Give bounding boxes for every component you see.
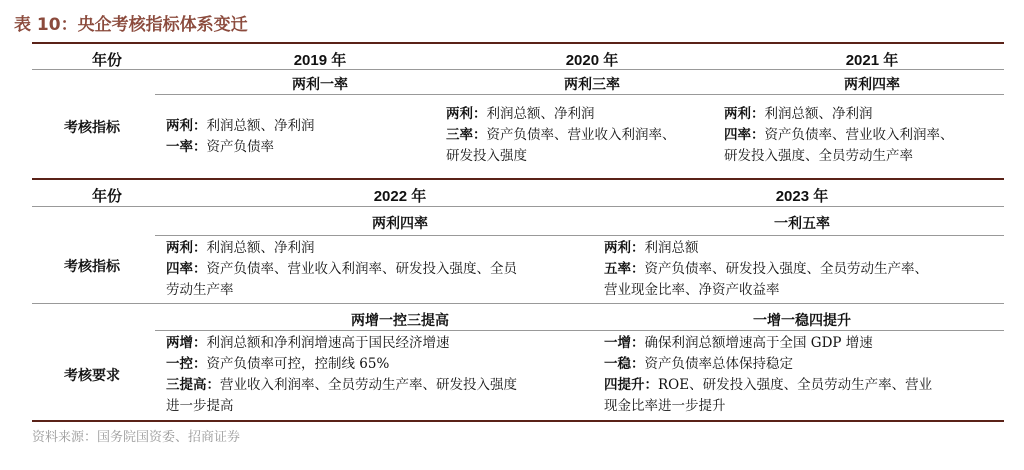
year-2020: 2020 年	[565, 52, 619, 69]
cell-line: 研发投入强度	[446, 148, 527, 164]
year-header-label-2: 年份	[91, 188, 122, 205]
middle-rule	[32, 178, 1004, 180]
cell-line: 一稳：资产负债率总体保持稳定	[604, 356, 793, 372]
cell-2022-requirements	[166, 333, 517, 417]
year-header-label: 年份	[91, 52, 122, 69]
cell-line: 两利：利润总额、净利润	[166, 240, 315, 256]
subtitle-2023-requirements: 一增一稳四提升	[753, 313, 851, 329]
cell-line: 两增：利润总额和净利润增速高于国民经济增速	[166, 335, 450, 351]
subtitle-2020: 两利三率	[564, 77, 620, 93]
subtitle-rule-3	[155, 330, 1004, 331]
cell-line: 四提升：ROE、研发投入强度、全员劳动生产率、营业	[604, 377, 933, 393]
cell-2020-indicators	[446, 104, 676, 167]
cell-2022-indicators	[166, 238, 517, 301]
year-2023: 2023 年	[775, 188, 829, 205]
cell-line: 两利：利润总额、净利润	[166, 118, 315, 134]
cell-line: 营业现金比率、净资产收益率	[604, 282, 780, 298]
year-2019: 2019 年	[293, 52, 347, 69]
cell-line: 五率：资产负债率、研发投入强度、全员劳动生产率、	[604, 261, 928, 277]
year-2021: 2021 年	[845, 52, 899, 69]
cell-2021-indicators	[724, 104, 954, 167]
cell-line: 三率：资产负债率、营业收入利润率、	[446, 127, 676, 143]
cell-line: 一率：资产负债率	[166, 139, 274, 155]
cell-line: 四率：资产负债率、营业收入利润率、	[724, 127, 954, 143]
row-label-requirements: 考核要求	[64, 368, 120, 384]
cell-line: 一控：资产负债率可控，控制线 65%	[166, 356, 390, 372]
section-rule	[32, 303, 1004, 304]
cell-line: 研发投入强度、全员劳动生产率	[724, 148, 913, 164]
cell-line: 一增：确保利润总额增速高于全国 GDP 增速	[604, 335, 873, 351]
table-title: 表 10：央企考核指标体系变迁	[14, 15, 248, 35]
top-rule	[32, 42, 1004, 44]
row-label-indicators-2: 考核指标	[64, 259, 120, 275]
cell-2023-indicators	[604, 238, 928, 301]
subtitle-2022-requirements: 两增一控三提高	[351, 313, 449, 329]
source-note: 资料来源：国务院国资委、招商证券	[32, 430, 241, 445]
cell-line: 两利：利润总额	[604, 240, 699, 256]
cell-line: 劳动生产率	[166, 282, 234, 298]
cell-line: 进一步提高	[166, 398, 234, 414]
cell-line: 三提高：营业收入利润率、全员劳动生产率、研发投入强度	[166, 377, 517, 393]
subtitle-2022: 两利四率	[372, 216, 428, 232]
bottom-rule	[32, 420, 1004, 422]
row-label-indicators-1: 考核指标	[64, 120, 120, 136]
cell-2023-requirements	[604, 333, 932, 417]
cell-line: 四率：资产负债率、营业收入利润率、研发投入强度、全员	[166, 261, 517, 277]
header-rule-2	[32, 206, 1004, 207]
subtitle-rule-2	[155, 235, 1004, 236]
cell-line: 两利：利润总额、净利润	[446, 106, 595, 122]
subtitle-2019: 两利一率	[292, 77, 348, 93]
subtitle-rule-1	[155, 94, 1004, 95]
cell-line: 两利：利润总额、净利润	[724, 106, 873, 122]
subtitle-2023: 一利五率	[774, 216, 830, 232]
year-2022: 2022 年	[373, 188, 427, 205]
subtitle-2021: 两利四率	[844, 77, 900, 93]
cell-2019-indicators	[166, 116, 315, 158]
cell-line: 现金比率进一步提升	[604, 398, 726, 414]
